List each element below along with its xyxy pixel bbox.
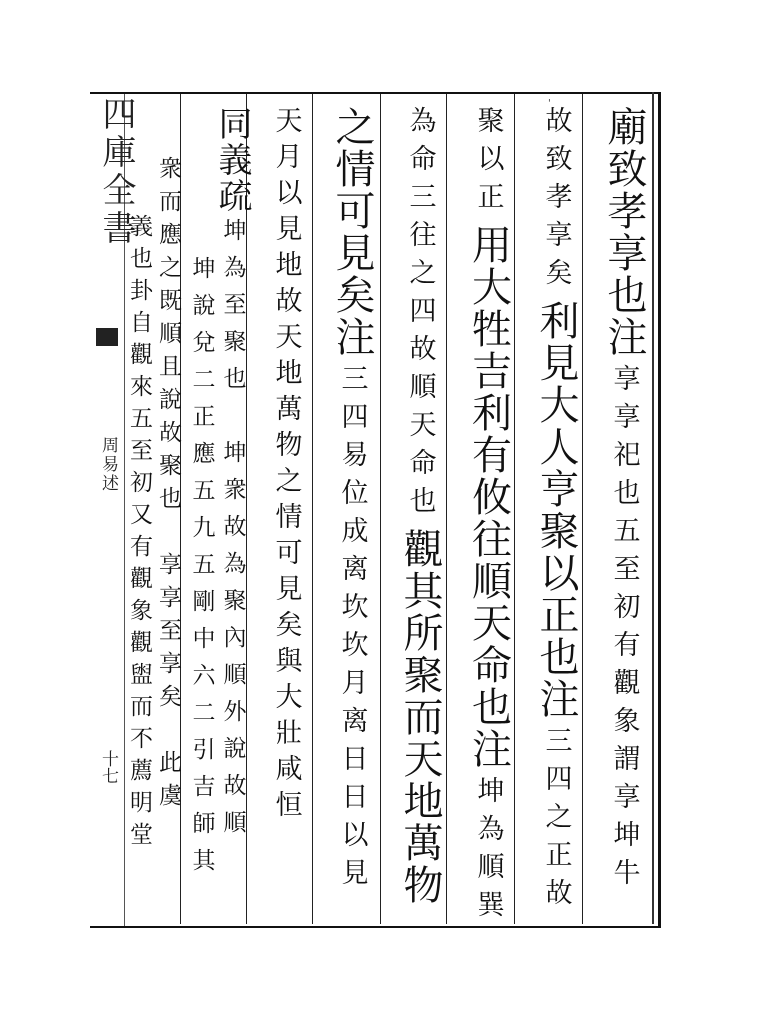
commentary-text: 坤為順巽 [472,776,504,928]
commentary-text: 坤為至聚也 坤衆故為聚內順外說故順 [219,218,246,847]
commentary-text: 三四之正故 [540,726,572,916]
column-rule [380,94,381,924]
main-text: 用大牲吉利有攸往順天命也注 [465,224,512,770]
sub-column-left [124,214,153,854]
text-column-2 [528,106,584,916]
commentary-text: 故致孝享矣 [540,106,572,296]
commentary-text: 為命三往之四故順天命也 [404,106,436,524]
spine-margin [92,96,136,926]
book-title: 四庫全書 [96,96,136,248]
commentary-text: 坤說兌二正應五九五剛中六二引吉師其 [188,256,215,885]
sub-column-left [186,256,216,885]
main-text: 同義疏 [212,106,252,214]
sub-column-right [212,106,252,847]
text-column-7 [186,106,252,885]
text-column-3 [460,106,516,928]
sub-column-right [153,156,182,816]
commentary-text: 聚以正 [472,106,504,220]
commentary-text: 衆而應之既順且說故聚也 享享至享矣 此虞 [155,156,181,816]
commentary-text: 三四易位成离坎坎月离日日以見 [336,364,368,896]
commentary-text: 義也卦自觀來五至初又有觀象觀盥而不薦明堂 [126,214,152,854]
text-column-1 [596,106,652,896]
text-column-6 [258,106,314,826]
fishtail-mark [96,328,118,346]
page-number: 十七 [98,750,118,784]
text-column-4 [392,106,448,906]
text-column-5 [324,106,380,896]
main-text: 觀其所聚而天地萬物 [397,528,443,906]
section-title: 周易述 [98,436,118,493]
main-text: 廟致孝享也注 [601,106,647,358]
commentary-text: 天月以見地故天地萬物之情可見矣與大壯咸恒 [270,106,302,826]
frame-double-rule [652,92,654,924]
margin-mark: ' [548,98,551,109]
commentary-text: 享享祀也五至初有觀象謂享坤牛 [608,364,640,896]
text-column-8 [124,106,182,854]
main-text: 利見大人亨聚以正也注 [533,300,579,720]
main-text: 之情可見矣注 [329,106,375,358]
